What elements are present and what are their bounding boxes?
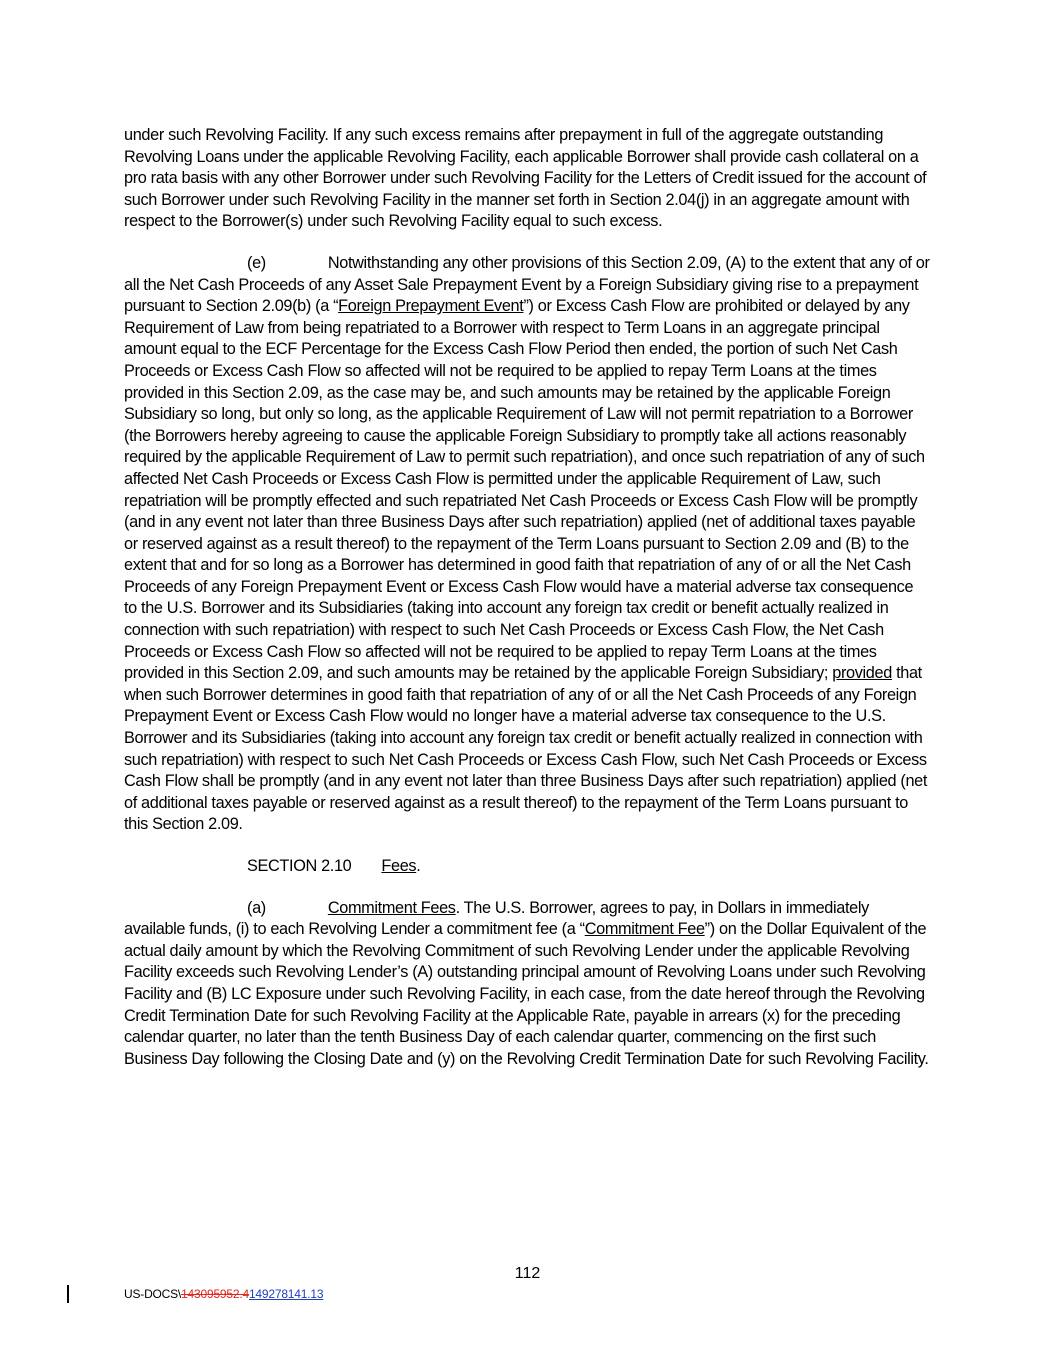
clause-e-text-a: Notwithstanding any other provisions of this Section 2.09, (A) to the extent that any of or all the Net Cash Proceeds of any Asset Sale Prepayment Event by a Foreign Subsidiary giving rise to a prepayment pursuant to Section 2.09(b) (a “: [124, 253, 930, 316]
clause-label-e: (e): [247, 253, 266, 272]
section-title-period: .: [416, 857, 421, 875]
section-title: Fees: [381, 857, 417, 875]
provided-term: provided: [832, 664, 892, 683]
footer-deleted-id: 143095952.4: [181, 1287, 249, 1301]
change-bar: [67, 1285, 69, 1303]
footer-inserted-id: 149278141.13: [248, 1287, 324, 1301]
page-number: 112: [514, 1265, 541, 1282]
paragraph-a: [124, 898, 930, 1071]
defined-term-foreign-prepayment-event: Foreign Prepayment Event: [338, 297, 524, 316]
clause-label-a: (a): [247, 898, 266, 917]
section-heading: [124, 856, 930, 878]
clause-e-text-b: ”) or Excess Cash Flow are prohibited or delayed by any Requirement of Law from being repatriated to a Borrower with respect to Term Loans in an aggregate principal amount equal to the ECF Percentage for the Excess Cash Flow Period then ended, the portion of such Net Cash Proceeds or Excess Cash Flow so affected will not be required to be applied to repay Term Loans at the times provided in this Section 2.09, as the case may be, and such amounts may be retained by the applicable Foreign Subsidiary so long, but only so long, as the applicable Requirement of Law will not permit repatriation to a Borrower (the Borrowers hereby agreeing to cause the applicable Foreign Subsidiary to promptly take all actions reasonably required by the applicable Requirement of Law to permit such repatriation), and once such repatriation of any of such affected Net Cash Proceeds or Excess Cash Flow is permitted under the applicable Requirement of Law, such repatriation will be promptly effected and such repatriated Net Cash Proceeds or Excess Cash Flow will be promptly (and in any event not later than three Business Days after such repatriation) applied (net of additional taxes payable or reserved against as a result thereof) to the repayment of the Term Loans pursuant to Section 2.09 and (B) to the extent that and for so long as a Borrower has determined in good faith that repatriation of any of or all the Net Cash Proceeds of any Foreign Prepayment Event or Excess Cash Flow would have a material adverse tax consequence to the U.S. Borrower and its Subsidiaries (taking into account any foreign tax credit or benefit actually realized in connection with such repatriation) with respect to such Net Cash Proceeds or Excess Cash Flow, the Net Cash Proceeds or Excess Cash Flow so affected will not be required to be applied to repay Term Loans at the times provided in this Section 2.09, and such amounts may be retained by the applicable Foreign Subsidiary;: [124, 297, 925, 683]
paragraph-intro: under such Revolving Facility. If any such excess remains after prepayment in full of the aggregate outstanding Revolving Loans under the applicable Revolving Facility, each applicable Borrower shall provide cash collateral on a pro rata basis with any other Borrower under such Revolving Facility for the Letters of Credit issued for the account of such Borrower under such Revolving Facility in the manner set forth in Section 2.04(j) in an aggregate amount with respect to the Borrower(s) under such Revolving Facility equal to such excess.: [124, 126, 927, 231]
clause-a-text-b: ”) on the Dollar Equivalent of the actual daily amount by which the Revolving Commitment of such Revolving Lender under the applicable Revolving Facility exceeds such Revolving Lender’s (A) outstanding principal amount of Revolving Loans under such Revolving Facility and (B) LC Exposure under such Revolving Facility, in each case, from the date hereof through the Revolving Credit Termination Date for such Revolving Facility at the Applicable Rate, payable in arrears (x) for the preceding calendar quarter, no later than the tenth Business Day of each calendar quarter, commencing on the first such Business Day following the Closing Date and (y) on the Revolving Credit Termination Date for such Revolving Facility.: [124, 920, 929, 1068]
footer-doc-id: [124, 1287, 323, 1301]
clause-e-text-c: that when such Borrower determines in good faith that repatriation of any of or all the Net Cash Proceeds of any Foreign Prepayment Event or Excess Cash Flow would no longer have a material adverse tax consequence to the U.S. Borrower and its Subsidiaries (taking into account any foreign tax credit or benefit actually realized in connection with such repatriation) with respect to such Net Cash Proceeds or Excess Cash Flow, such Net Cash Proceeds or Excess Cash Flow shall be promptly (and in any event not later than three Business Days after such repatriation) applied (net of additional taxes payable or reserved against as a result thereof) to the repayment of the Term Loans pursuant to this Section 2.09.: [124, 664, 928, 834]
section-label: SECTION 2.10: [247, 857, 352, 875]
clause-a-heading: Commitment Fees: [327, 898, 456, 917]
paragraph-e: [124, 253, 930, 836]
clause-a-text-a: . The U.S. Borrower, agrees to pay, in Dollars in immediately available funds, (i) to each Revolving Lender a commitment fee (a “: [124, 898, 869, 939]
document-body: [124, 125, 930, 1090]
footer-prefix: US-DOCS\: [124, 1287, 182, 1301]
defined-term-commitment-fee: Commitment Fee: [584, 920, 705, 939]
